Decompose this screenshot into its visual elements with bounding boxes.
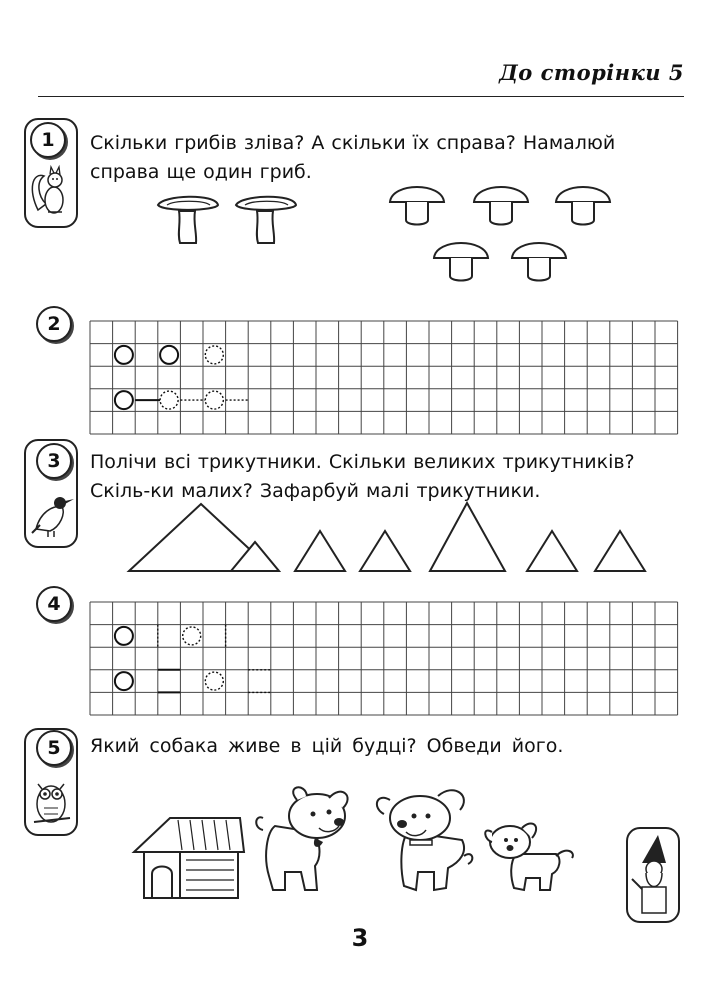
dotted-circle [205,672,223,690]
circle [115,627,133,645]
task-5-number: 5 [36,730,72,766]
dog-2[interactable] [372,782,482,902]
task-1-text: Скільки грибів зліва? А скільки їх справа? Намалюй справа ще один гриб. [90,132,616,183]
task-2-grid[interactable] [90,321,680,437]
task-3-number: 3 [36,443,72,479]
mushroom [474,187,528,225]
task-5-text: Який собака живе в цій будці? Обведи його. [90,735,564,757]
flat-mushroom-1 [158,197,218,243]
mushroom [512,243,566,281]
small-triangle[interactable] [295,531,345,571]
task-1-number: 1 [30,122,66,158]
task-4-number: 4 [36,586,72,622]
circle [160,346,178,364]
doghouse-illustration [128,812,248,902]
page-header [38,58,684,97]
dotted-circle [160,391,178,409]
dotted-circle [205,391,223,409]
page-title: До сторінки 5 [499,60,684,85]
flat-mushroom-2 [236,197,296,243]
dotted-circle [205,346,223,364]
circle [115,391,133,409]
mushroom [390,187,444,225]
dog-1[interactable] [245,786,355,896]
page-number: 3 [351,924,369,952]
task-4-grid[interactable] [90,602,680,718]
dotted-circle [183,627,201,645]
dog-3[interactable] [482,818,582,898]
mushroom [434,243,488,281]
mushroom [556,187,610,225]
small-triangle[interactable] [360,531,410,571]
circle [115,346,133,364]
mushrooms-right [388,176,628,296]
task-2-number: 2 [36,306,72,342]
large-triangle[interactable] [430,503,505,571]
corner-badge [626,827,680,923]
mushrooms-left [155,193,305,253]
small-triangle[interactable] [595,531,645,571]
gnome-icon [628,829,678,921]
task-3-text: Полічи всі трикутники. Скільки великих трикутників? Скіль-ки малих? Зафарбуй малі трикутники. [90,451,635,502]
triangles [127,500,657,580]
circle [115,672,133,690]
small-triangle[interactable] [527,531,577,571]
